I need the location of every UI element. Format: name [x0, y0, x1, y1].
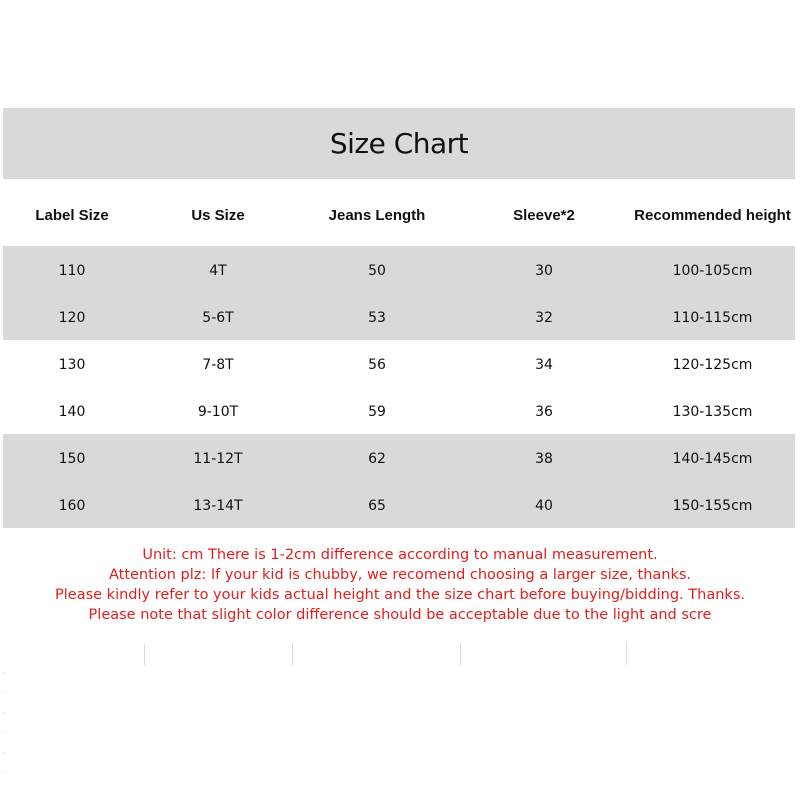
- cell-recommended-height: 130-135cm: [672, 403, 753, 420]
- cell-us-size: 9-10T: [197, 403, 239, 420]
- size-chart-title-bar: [3, 108, 795, 179]
- note-unit: Unit: cm There is 1-2cm difference according to manual measurement.: [142, 547, 658, 563]
- cell-recommended-height: 110-115cm: [672, 309, 753, 326]
- table-row: [3, 435, 795, 482]
- table-row: [3, 294, 795, 341]
- table-row: [3, 341, 795, 388]
- cell-label-size: 150: [58, 450, 86, 467]
- cell-jeans-length: 50: [368, 262, 386, 279]
- header-jeans-length: Jeans Length: [328, 206, 426, 224]
- note-color-difference: Please note that slight color difference should be acceptable due to the light and scre: [88, 607, 712, 623]
- table-header-row: [3, 186, 795, 244]
- cell-us-size: 4T: [209, 262, 227, 279]
- cell-jeans-length: 65: [368, 497, 386, 514]
- cell-sleeve: 36: [535, 403, 553, 420]
- cell-sleeve: 38: [535, 450, 553, 467]
- cell-recommended-height: 100-105cm: [672, 262, 753, 279]
- table-row: [3, 247, 795, 294]
- cell-label-size: 140: [58, 403, 86, 420]
- note-refer-height: Please kindly refer to your kids actual height and the size chart before buying/bidding. Thanks.: [55, 587, 745, 603]
- cell-label-size: 160: [58, 497, 86, 514]
- cell-label-size: 110: [58, 262, 86, 279]
- cell-us-size: 13-14T: [193, 497, 243, 514]
- table-row: [3, 388, 795, 435]
- cell-us-size: 7-8T: [202, 356, 234, 373]
- cell-jeans-length: 56: [368, 356, 386, 373]
- table-row: [3, 482, 795, 529]
- cell-jeans-length: 59: [368, 403, 386, 420]
- cell-sleeve: 40: [535, 497, 553, 514]
- cell-jeans-length: 62: [368, 450, 386, 467]
- cell-sleeve: 34: [535, 356, 553, 373]
- divider-line: [626, 643, 627, 665]
- cell-us-size: 5-6T: [202, 309, 234, 326]
- divider-line: [144, 643, 145, 665]
- cell-label-size: 120: [58, 309, 86, 326]
- cell-recommended-height: 120-125cm: [672, 356, 753, 373]
- cell-sleeve: 30: [535, 262, 553, 279]
- size-notes: [0, 545, 800, 625]
- cell-recommended-height: 150-155cm: [672, 497, 753, 514]
- edge-dots: [4, 672, 6, 792]
- cell-label-size: 130: [58, 356, 86, 373]
- header-label-size: Label Size: [35, 206, 109, 224]
- cell-us-size: 11-12T: [193, 450, 243, 467]
- cell-jeans-length: 53: [368, 309, 386, 326]
- divider-line: [460, 643, 461, 665]
- cell-sleeve: 32: [535, 309, 553, 326]
- divider-line: [292, 643, 293, 665]
- header-us-size: Us Size: [191, 206, 245, 224]
- note-attention: Attention plz: If your kid is chubby, we recomend choosing a larger size, thanks.: [108, 567, 692, 583]
- cell-recommended-height: 140-145cm: [672, 450, 753, 467]
- header-recommended-height: Recommended height: [634, 206, 791, 224]
- header-sleeve: Sleeve*2: [513, 206, 575, 224]
- size-chart-title: Size Chart: [329, 127, 469, 160]
